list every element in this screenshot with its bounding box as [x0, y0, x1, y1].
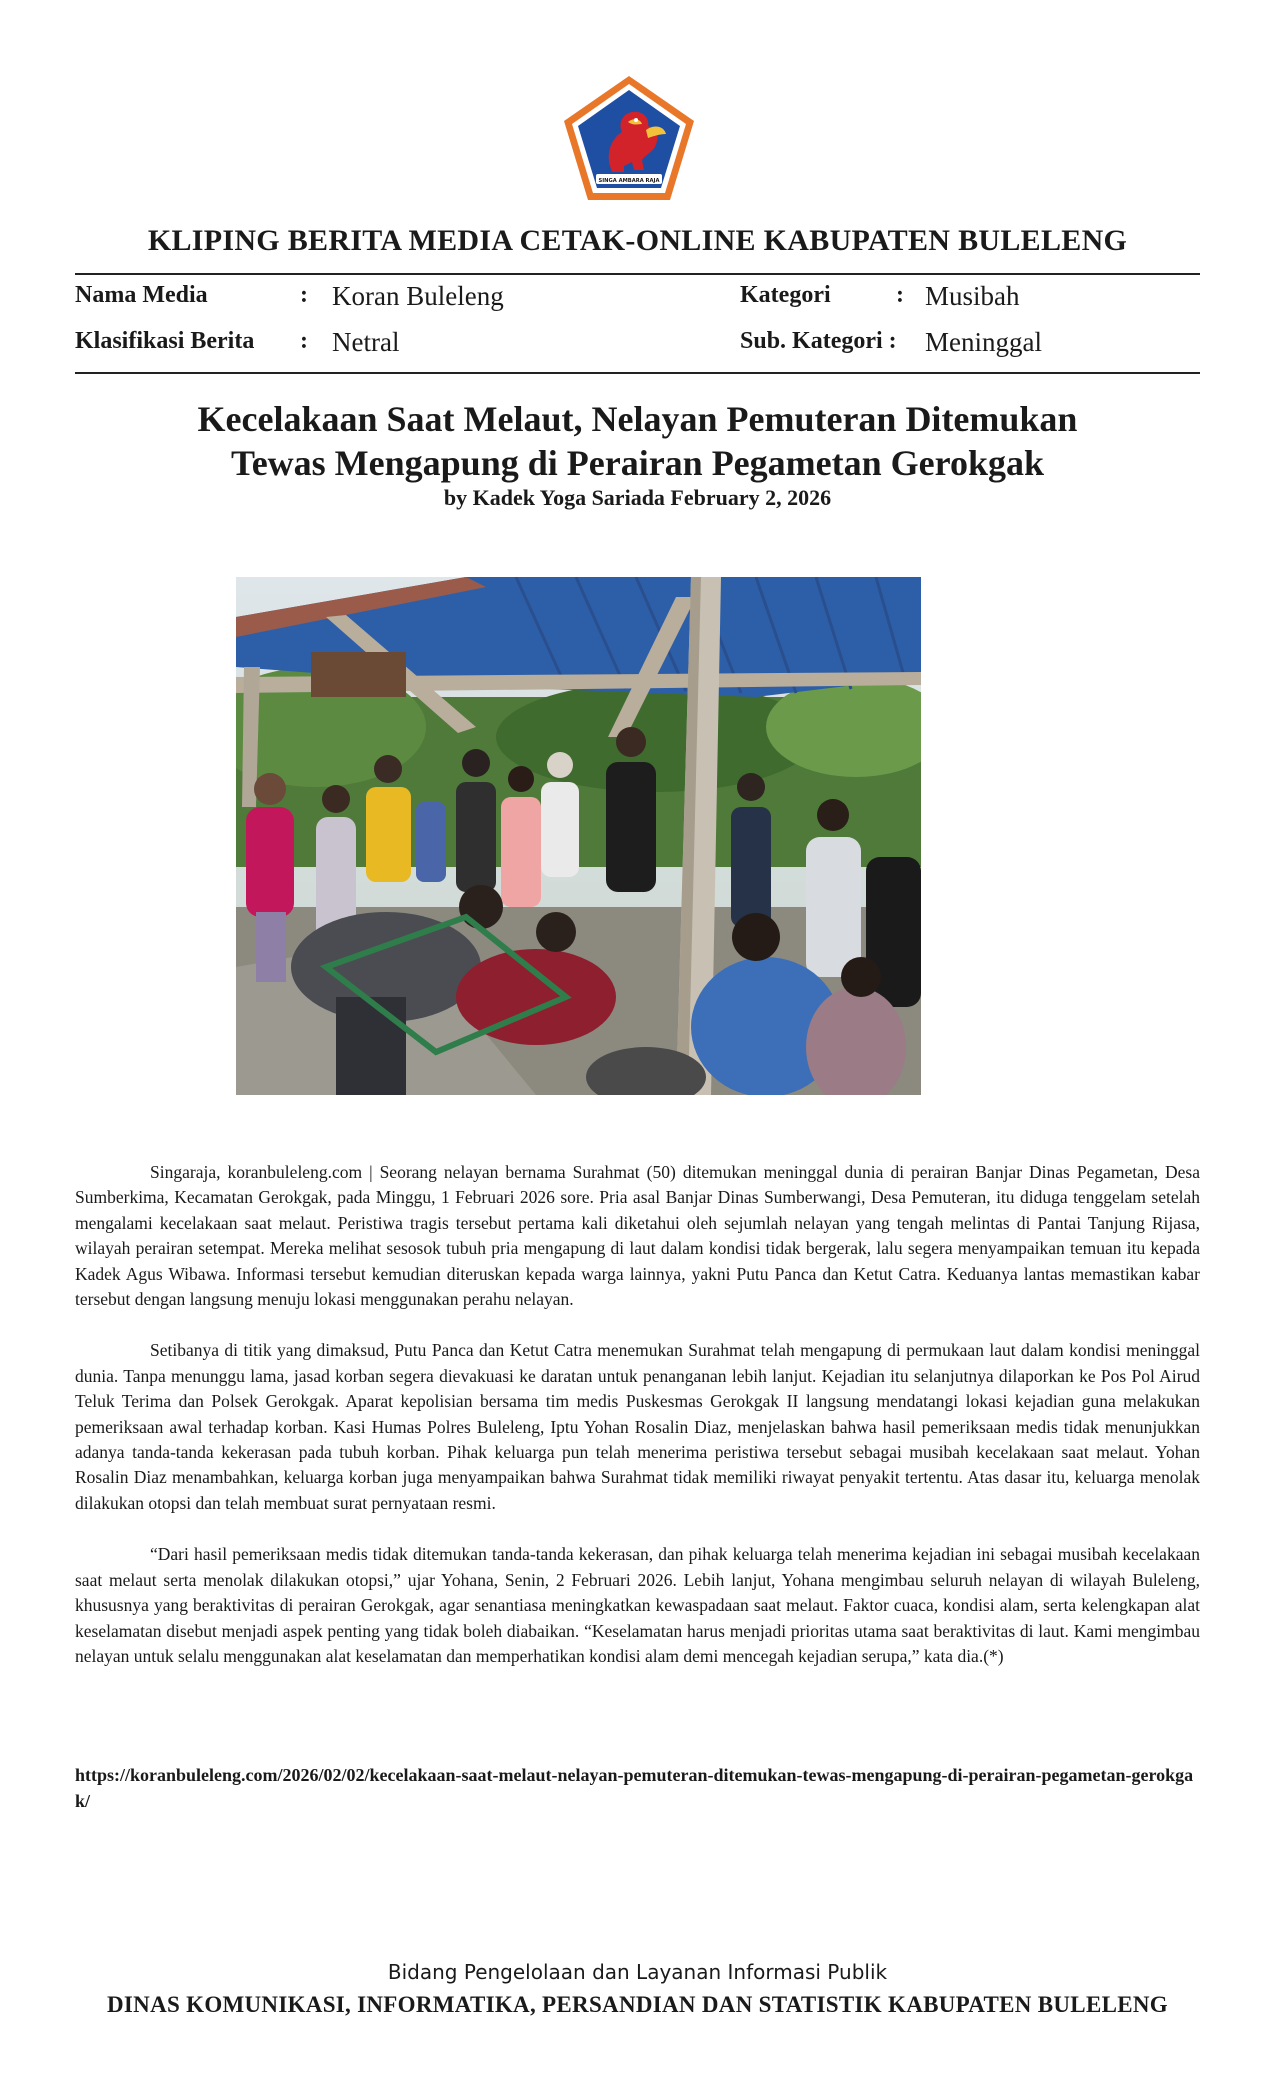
article-body: [75, 1160, 1200, 1695]
category-value: Musibah: [925, 281, 1020, 311]
photo-illustration: [236, 577, 921, 1095]
classification-colon: :: [300, 328, 308, 354]
article-photo: [236, 577, 921, 1095]
subcategory-value: Meninggal: [925, 327, 1042, 357]
media-label: Nama Media: [75, 282, 208, 308]
logo-motto-text: SINGA AMBARA RAJA: [598, 178, 660, 184]
classification-label: Klasifikasi Berita: [75, 328, 255, 354]
media-colon: :: [300, 282, 308, 308]
article-title-line-2: Tewas Mengapung di Perairan Pegametan Gerokgak: [230, 443, 1044, 483]
emblem-icon: [562, 74, 696, 202]
classification-value: Netral: [332, 327, 400, 357]
buleleng-emblem-logo: [562, 74, 696, 202]
document-header-title: KLIPING BERITA MEDIA CETAK-ONLINE KABUPATEN BULELENG: [147, 224, 1128, 257]
footer-subtitle: Bidang Pengelolaan dan Layanan Informasi Publik: [387, 1960, 888, 1984]
article-title-line-1: Kecelakaan Saat Melaut, Nelayan Pemuteran Ditemukan: [197, 399, 1078, 439]
media-value: Koran Buleleng: [332, 281, 504, 311]
article-paragraph-3: “Dari hasil pemeriksaan medis tidak ditemukan tanda-tanda kekerasan, dan pihak keluarga telah menerima kejadian ini sebagai musibah kecelakaan saat melaut serta menolak dilakukan otopsi,” ujar Yohana, Senin, 2 Februari 2026. Lebih lanjut, Yohana mengimbau seluruh nelayan di wilayah Buleleng, khususnya yang beraktivitas di perairan Gerokgak, agar senantiasa meningkatkan kewaspadaan saat melaut. Faktor cuaca, kondisi alam, serta kelengkapan alat keselamatan disebut menjadi aspek penting yang tidak boleh diabaikan. “Keselamatan harus menjadi prioritas utama saat beraktivitas di laut. Kami mengimbau nelayan untuk selalu menggunakan alat keselamatan dan memperhatikan kondisi alam demi mencegah kejadian serupa,” kata dia.(*): [75, 1544, 1200, 1666]
footer-agency-title: DINAS KOMUNIKASI, INFORMATIKA, PERSANDIAN DAN STATISTIK KABUPATEN BULELENG: [107, 1992, 1168, 2017]
header-divider: [75, 273, 1200, 275]
category-label: Kategori: [740, 282, 831, 308]
category-colon: :: [896, 282, 904, 308]
meta-divider: [75, 372, 1200, 374]
subcategory-label: Sub. Kategori :: [740, 328, 897, 354]
article-paragraph-1: Singaraja, koranbuleleng.com | Seorang nelayan bernama Surahmat (50) ditemukan meninggal dunia di perairan Banjar Dinas Pegametan, Desa Sumberkima, Kecamatan Gerokgak, pada Minggu, 1 Februari 2026 sore. Pria asal Banjar Dinas Sumberwangi, Desa Pemuteran, itu diduga tenggelam setelah mengalami kecelakaan saat melaut. Peristiwa tragis tersebut pertama kali diketahui oleh sejumlah nelayan yang tengah melintas di Pantai Tanjung Rijasa, wilayah perairan setempat. Mereka melihat sesosok tubuh pria mengapung di laut dalam kondisi tidak bergerak, lalu segera menyampaikan temuan itu kepada Kadek Agus Wibawa. Informasi tersebut kemudian diteruskan kepada warga lainnya, yakni Putu Panca dan Ketut Catra. Keduanya lantas memastikan kabar tersebut dengan langsung menuju lokasi menggunakan perahu nelayan.: [75, 1162, 1200, 1310]
article-paragraph-2: Setibanya di titik yang dimaksud, Putu Panca dan Ketut Catra menemukan Surahmat telah mengapung di permukaan laut dalam kondisi meninggal dunia. Tanpa menunggu lama, jasad korban segera dievakuasi ke daratan untuk penanganan lebih lanjut. Kejadian itu selanjutnya dilaporkan ke Pos Pol Airud Teluk Terima dan Polsek Gerokgak. Aparat kepolisian bersama tim medis Puskesmas Gerokgak II langsung mendatangi lokasi kejadian guna melakukan pemeriksaan awal terhadap korban. Kasi Humas Polres Buleleng, Iptu Yohan Rosalin Diaz, menjelaskan bahwa hasil pemeriksaan medis tidak menunjukkan adanya tanda-tanda kekerasan pada tubuh korban. Pihak keluarga pun telah menerima peristiwa tersebut sebagai musibah kecelakaan saat melaut. Yohan Rosalin Diaz menambahkan, keluarga korban juga menyampaikan bahwa Surahmat tidak memiliki riwayat penyakit tertentu. Atas dasar itu, keluarga menolak dilakukan otopsi dan telah membuat surat pernyataan resmi.: [75, 1340, 1200, 1513]
article-title: [100, 397, 1175, 485]
article-byline: by Kadek Yoga Sariada February 2, 2026: [443, 485, 832, 510]
source-url-link[interactable]: https://koranbuleleng.com/2026/02/02/kecelakaan-saat-melaut-nelayan-pemuteran-ditemukan-tewas-mengapung-di-perairan-pegametan-gerokgak/: [75, 1765, 1194, 1811]
